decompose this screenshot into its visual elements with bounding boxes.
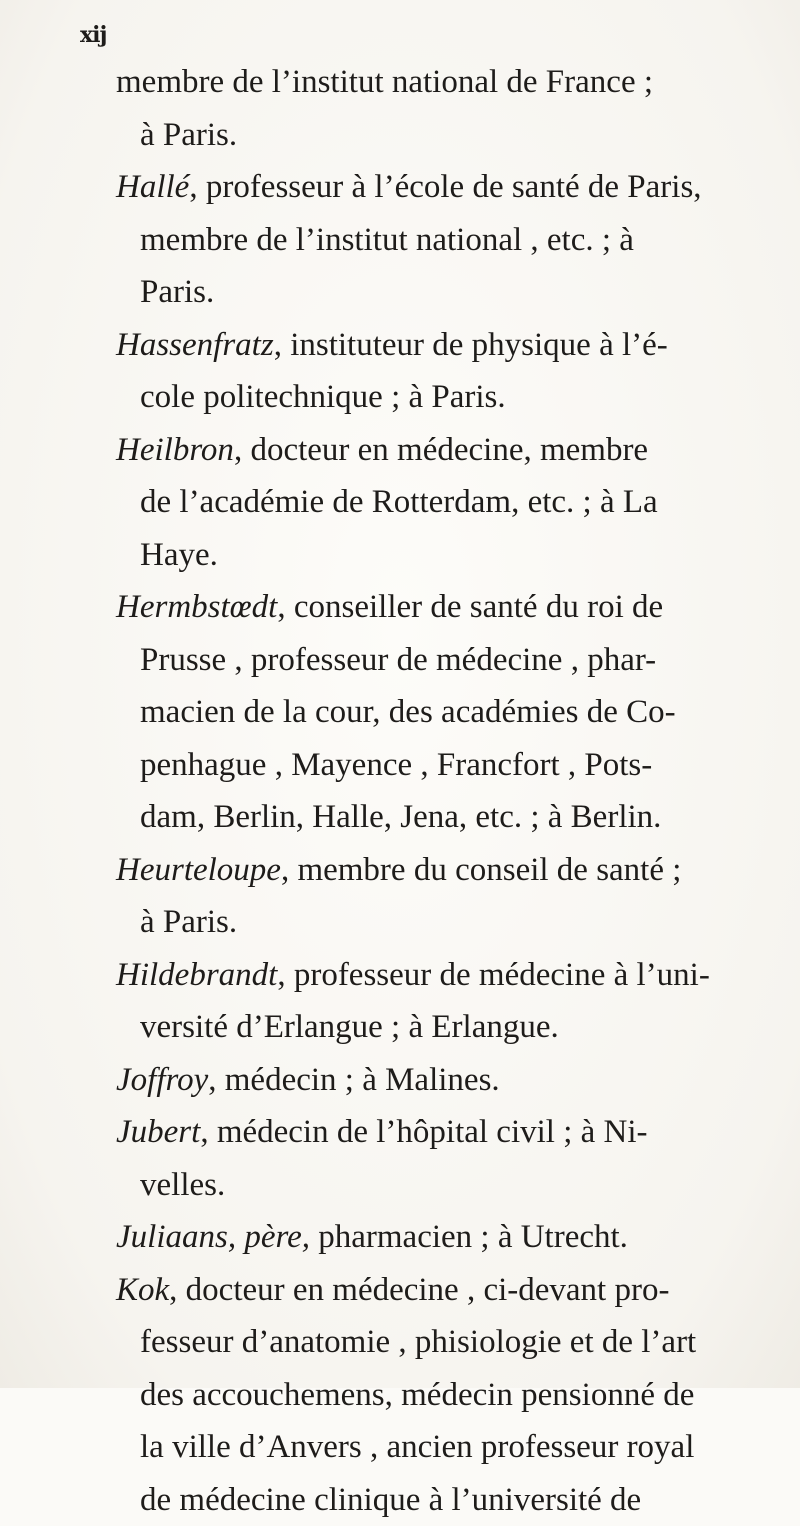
member-name: Hermbstœdt bbox=[116, 589, 277, 625]
text-line bbox=[116, 476, 726, 529]
text-line bbox=[116, 1316, 726, 1369]
line-text: membre de l’institut national , etc. ; à bbox=[140, 222, 634, 258]
line-text: de médecine clinique à l’université de bbox=[140, 1482, 641, 1518]
text-line bbox=[116, 214, 726, 267]
text-line bbox=[116, 949, 726, 1002]
text-line bbox=[116, 1106, 726, 1159]
member-name: Heilbron bbox=[116, 432, 234, 468]
text-line bbox=[116, 581, 726, 634]
member-name: Heurteloupe bbox=[116, 852, 281, 888]
member-name: Hassenfratz bbox=[116, 327, 274, 363]
line-text: à Paris. bbox=[140, 904, 237, 940]
line-text: velles. bbox=[140, 1167, 225, 1203]
line-text: cole politechnique ; à Paris. bbox=[140, 379, 506, 415]
text-line bbox=[116, 686, 726, 739]
text-line bbox=[116, 1159, 726, 1212]
text-line bbox=[116, 739, 726, 792]
member-list bbox=[116, 56, 726, 1526]
line-text: , professeur de médecine à l’uni- bbox=[277, 957, 709, 993]
text-line bbox=[116, 1369, 726, 1422]
line-text: des accouchemens, médecin pensionné de bbox=[140, 1377, 694, 1413]
text-line bbox=[116, 634, 726, 687]
line-text: , médecin ; à Malines. bbox=[208, 1062, 499, 1098]
member-name: Hallé bbox=[116, 169, 189, 205]
line-text: dam, Berlin, Halle, Jena, etc. ; à Berlin. bbox=[140, 799, 661, 835]
text-line bbox=[116, 1264, 726, 1317]
text-line bbox=[116, 896, 726, 949]
text-line bbox=[116, 56, 726, 109]
text-line bbox=[116, 161, 726, 214]
line-text: , docteur en médecine, membre bbox=[234, 432, 648, 468]
member-name: Hildebrandt bbox=[116, 957, 277, 993]
line-text: la ville d’Anvers , ancien professeur royal bbox=[140, 1429, 694, 1465]
text-line bbox=[116, 1474, 726, 1526]
text-line bbox=[116, 109, 726, 162]
member-name: Joffroy bbox=[116, 1062, 208, 1098]
member-name: Juliaans, père, bbox=[116, 1219, 310, 1255]
line-text: pharmacien ; à Utrecht. bbox=[310, 1219, 628, 1255]
line-text: , conseiller de santé du roi de bbox=[277, 589, 663, 625]
text-line bbox=[116, 424, 726, 477]
text-line bbox=[116, 1054, 726, 1107]
line-text: Paris. bbox=[140, 274, 214, 310]
line-text: Haye. bbox=[140, 537, 218, 573]
line-text: , docteur en médecine , ci-devant pro- bbox=[169, 1272, 669, 1308]
text-line bbox=[116, 371, 726, 424]
line-text: de l’académie de Rotterdam, etc. ; à La bbox=[140, 484, 658, 520]
text-line bbox=[116, 791, 726, 844]
text-line bbox=[116, 1001, 726, 1054]
text-line bbox=[116, 1211, 726, 1264]
text-line bbox=[116, 529, 726, 582]
text-line bbox=[116, 1421, 726, 1474]
line-text: Prusse , professeur de médecine , phar- bbox=[140, 642, 656, 678]
member-name: Jubert bbox=[116, 1114, 200, 1150]
line-text: penhague , Mayence , Francfort , Pots- bbox=[140, 747, 652, 783]
text-line bbox=[116, 319, 726, 372]
text-line bbox=[116, 844, 726, 897]
line-text: , instituteur de physique à l’é- bbox=[274, 327, 668, 363]
page-number: xij bbox=[80, 22, 106, 48]
line-text: , professeur à l’école de santé de Paris, bbox=[189, 169, 701, 205]
line-text: versité d’Erlangue ; à Erlangue. bbox=[140, 1009, 559, 1045]
line-text: , membre du conseil de santé ; bbox=[281, 852, 681, 888]
line-text: à Paris. bbox=[140, 117, 237, 153]
line-text: macien de la cour, des académies de Co- bbox=[140, 694, 676, 730]
line-text: membre de l’institut national de France ; bbox=[116, 64, 653, 100]
line-text: , médecin de l’hôpital civil ; à Ni- bbox=[200, 1114, 647, 1150]
line-text: fesseur d’anatomie , phisiologie et de l’art bbox=[140, 1324, 696, 1360]
text-line bbox=[116, 266, 726, 319]
member-name: Kok bbox=[116, 1272, 169, 1308]
